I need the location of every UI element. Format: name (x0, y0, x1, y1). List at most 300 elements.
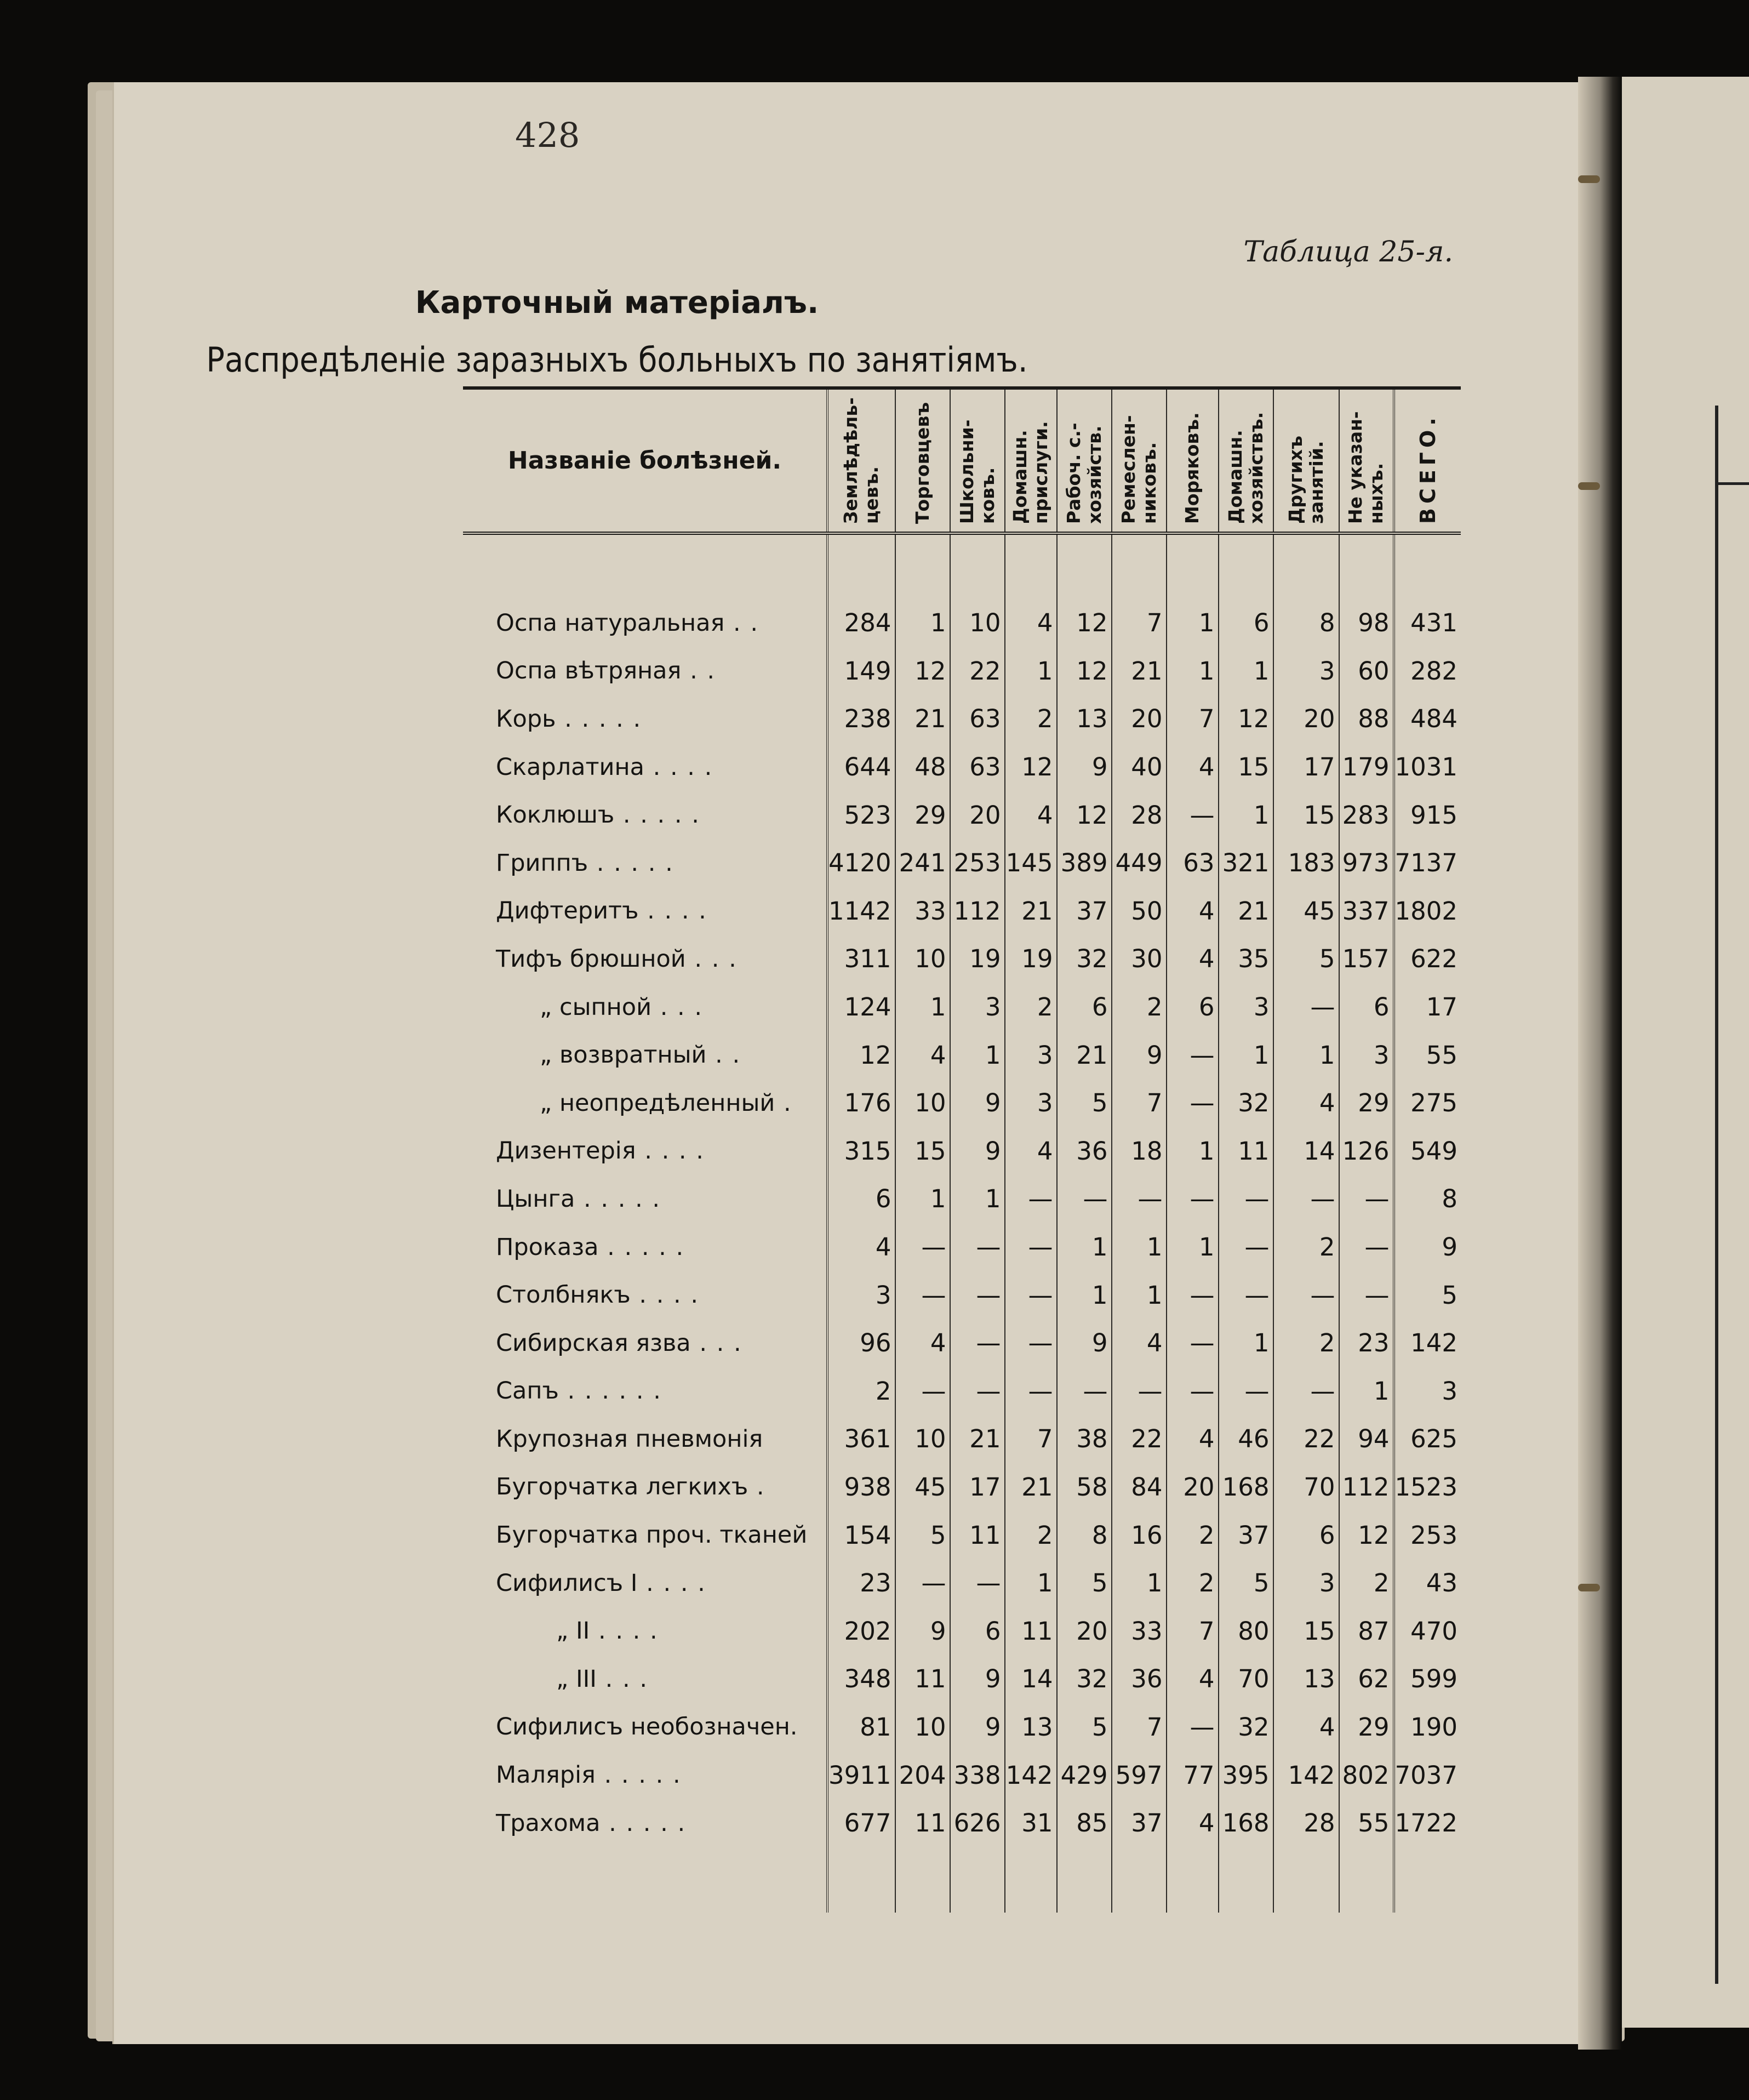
column-header-label: Школьни- ковъ. (956, 419, 998, 524)
value-cell: 1 (1057, 1271, 1112, 1319)
value-cell: 321 (1219, 839, 1273, 887)
column-header (1167, 388, 1219, 533)
value-cell: 6 (1167, 983, 1219, 1031)
disease-name (463, 695, 827, 743)
row-total-cell: 3 (1394, 1367, 1461, 1416)
table-row (463, 647, 1461, 695)
disease-name-text: „ возвратный (540, 1041, 707, 1069)
value-cell: 149 (827, 647, 895, 695)
value-cell: 77 (1167, 1751, 1219, 1799)
disease-name-text: Оспа натуральная (496, 609, 725, 637)
value-cell: 2 (1167, 1559, 1219, 1607)
disease-name-text: Цынга (496, 1185, 575, 1213)
value-cell: 157 (1339, 935, 1394, 983)
column-header-label: Торговцевъ (911, 402, 933, 524)
table-row (463, 839, 1461, 887)
value-cell: — (1167, 1703, 1219, 1751)
value-cell: — (1219, 1367, 1273, 1416)
row-total-cell: 17 (1394, 983, 1461, 1031)
value-cell: 9 (1057, 1319, 1112, 1367)
value-cell: — (950, 1367, 1005, 1416)
column-header (1273, 388, 1339, 533)
value-cell: 1 (1005, 647, 1057, 695)
leader-dots: . . . . (630, 1281, 700, 1309)
value-cell: 4 (1273, 1079, 1339, 1127)
value-cell: 6 (1273, 1511, 1339, 1559)
disease-name-text: Крупозная пневмонія (496, 1425, 763, 1453)
leader-dots: . . . . (644, 753, 713, 781)
row-total-cell: 599 (1394, 1655, 1461, 1703)
disease-name (463, 983, 827, 1031)
value-cell: 5 (1057, 1559, 1112, 1607)
value-cell: 938 (827, 1463, 895, 1511)
value-cell: 1 (1339, 1367, 1394, 1416)
value-cell: 124 (827, 983, 895, 1031)
value-cell: 6 (1339, 983, 1394, 1031)
table-row (463, 1367, 1461, 1416)
value-cell: 15 (1219, 743, 1273, 791)
table-header-row (463, 388, 1461, 533)
value-cell: — (1005, 1319, 1057, 1367)
value-cell: 63 (1167, 839, 1219, 887)
value-cell: 37 (1219, 1511, 1273, 1559)
leader-dots: . . (681, 657, 716, 685)
disease-name (463, 1607, 827, 1655)
value-cell: 33 (1112, 1607, 1167, 1655)
column-header (950, 388, 1005, 533)
value-cell: 1 (1273, 1031, 1339, 1079)
value-cell: 12 (1339, 1511, 1394, 1559)
value-cell: — (1339, 1271, 1394, 1319)
disease-name-text: Сапъ (496, 1377, 559, 1405)
value-cell: 10 (895, 1415, 950, 1463)
value-cell: 4120 (827, 839, 895, 887)
value-cell: 20 (1273, 695, 1339, 743)
value-cell: 677 (827, 1799, 895, 1847)
value-cell: 626 (950, 1799, 1005, 1847)
table-row (463, 1079, 1461, 1127)
value-cell: 4 (895, 1319, 950, 1367)
disease-name-text: Дифтеритъ (496, 897, 639, 925)
value-cell: 253 (950, 839, 1005, 887)
value-cell: 283 (1339, 791, 1394, 839)
value-cell: 9 (950, 1079, 1005, 1127)
value-cell: 32 (1057, 935, 1112, 983)
value-cell: 21 (1219, 887, 1273, 935)
value-cell: 80 (1219, 1607, 1273, 1655)
row-total-cell: 1523 (1394, 1463, 1461, 1511)
row-total-cell: 622 (1394, 935, 1461, 983)
disease-name-text: Сифилисъ I (496, 1569, 638, 1597)
value-cell: 2 (1005, 1511, 1057, 1559)
value-cell: 1 (950, 1031, 1005, 1079)
table-spacer-row (463, 533, 1461, 599)
value-cell: 5 (1219, 1559, 1273, 1607)
value-cell: 4 (1005, 1127, 1057, 1175)
row-total-cell: 484 (1394, 695, 1461, 743)
value-cell: 45 (895, 1463, 950, 1511)
value-cell: 37 (1112, 1799, 1167, 1847)
row-total-cell: 5 (1394, 1271, 1461, 1319)
column-header (1339, 388, 1394, 533)
table-row (463, 1751, 1461, 1799)
value-cell: 23 (827, 1559, 895, 1607)
value-cell: 6 (1219, 599, 1273, 647)
row-total-cell: 43 (1394, 1559, 1461, 1607)
value-cell: — (1167, 1031, 1219, 1079)
disease-name (463, 839, 827, 887)
value-cell: 15 (895, 1127, 950, 1175)
column-header (1219, 388, 1273, 533)
row-total-cell: 1802 (1394, 887, 1461, 935)
value-cell: 13 (1273, 1655, 1339, 1703)
value-cell: 11 (950, 1511, 1005, 1559)
value-cell: — (1273, 1271, 1339, 1319)
table-row (463, 1703, 1461, 1751)
value-cell: 88 (1339, 695, 1394, 743)
table-row (463, 887, 1461, 935)
table-row (463, 1175, 1461, 1223)
column-header-label: Рабоч. с.- хозяйств. (1062, 422, 1105, 524)
value-cell: 40 (1112, 743, 1167, 791)
disease-name (463, 1223, 827, 1271)
value-cell: — (895, 1559, 950, 1607)
value-cell: 315 (827, 1127, 895, 1175)
row-total-cell: 7037 (1394, 1751, 1461, 1799)
leader-dots: . . . . . (598, 1233, 685, 1261)
column-header (895, 388, 950, 533)
table-row (463, 1607, 1461, 1655)
disease-name-text: Скарлатина (496, 753, 644, 781)
value-cell: 284 (827, 599, 895, 647)
table-row (463, 1319, 1461, 1367)
value-cell: 30 (1112, 935, 1167, 983)
value-cell: 241 (895, 839, 950, 887)
value-cell: 449 (1112, 839, 1167, 887)
value-cell: 10 (895, 1703, 950, 1751)
value-cell: — (1339, 1223, 1394, 1271)
leader-dots: . . . . . (556, 705, 642, 733)
disease-name (463, 1367, 827, 1416)
binding-thread (1578, 175, 1600, 183)
value-cell: 62 (1339, 1655, 1394, 1703)
column-header (1394, 388, 1461, 533)
value-cell: 337 (1339, 887, 1394, 935)
value-cell: 361 (827, 1415, 895, 1463)
leader-dots: . . . (651, 993, 704, 1021)
value-cell: 154 (827, 1511, 895, 1559)
value-cell: 19 (950, 935, 1005, 983)
column-header (1057, 388, 1112, 533)
value-cell: 1 (895, 1175, 950, 1223)
value-cell: 1 (895, 983, 950, 1031)
disease-name (463, 1079, 827, 1127)
value-cell: 9 (950, 1703, 1005, 1751)
value-cell: 15 (1273, 791, 1339, 839)
value-cell: 13 (1005, 1703, 1057, 1751)
value-cell: 31 (1005, 1799, 1057, 1847)
value-cell: 10 (895, 935, 950, 983)
value-cell: — (1273, 1175, 1339, 1223)
value-cell: 348 (827, 1655, 895, 1703)
disease-name-text: Сибирская язва (496, 1329, 691, 1357)
disease-column-header: Названіе болѣзней. (463, 388, 827, 533)
disease-name-text: Бугорчатка проч. тканей (496, 1521, 808, 1549)
table-row (463, 791, 1461, 839)
column-header-label: Домашн. прислуги. (1009, 420, 1052, 524)
value-cell: 7 (1167, 695, 1219, 743)
value-cell: — (1005, 1367, 1057, 1416)
page-subtitle: Распредѣленіе заразныхъ больныхъ по занятіямъ. (206, 340, 1028, 380)
leader-dots: . (748, 1473, 765, 1501)
value-cell: 7 (1112, 599, 1167, 647)
value-cell: 1 (1219, 791, 1273, 839)
value-cell: — (950, 1271, 1005, 1319)
value-cell: — (1057, 1367, 1112, 1416)
table-row (463, 1271, 1461, 1319)
value-cell: — (1339, 1175, 1394, 1223)
value-cell: 9 (950, 1655, 1005, 1703)
row-total-cell: 190 (1394, 1703, 1461, 1751)
value-cell: 2 (1005, 695, 1057, 743)
disease-name (463, 743, 827, 791)
value-cell: 1 (1112, 1223, 1167, 1271)
table-row (463, 1511, 1461, 1559)
value-cell: 2 (1112, 983, 1167, 1031)
value-cell: 2 (1167, 1511, 1219, 1559)
disease-name-text: Сифилисъ необозначен. (496, 1713, 798, 1741)
value-cell: 389 (1057, 839, 1112, 887)
value-cell: 168 (1219, 1799, 1273, 1847)
value-cell: 126 (1339, 1127, 1394, 1175)
leader-dots: . . (706, 1041, 741, 1069)
value-cell: 597 (1112, 1751, 1167, 1799)
value-cell: 311 (827, 935, 895, 983)
value-cell: 29 (1339, 1703, 1394, 1751)
row-total-cell: 282 (1394, 647, 1461, 695)
value-cell: 23 (1339, 1319, 1394, 1367)
value-cell: 1 (950, 1175, 1005, 1223)
value-cell: — (1005, 1271, 1057, 1319)
disease-name-text: „ неопредѣленный (540, 1089, 775, 1117)
value-cell: 21 (895, 695, 950, 743)
disease-name (463, 1127, 827, 1175)
disease-name (463, 1799, 827, 1847)
column-header-label: Не указан- ныхъ. (1345, 410, 1387, 524)
value-cell: 21 (950, 1415, 1005, 1463)
value-cell: 37 (1057, 887, 1112, 935)
value-cell: 3911 (827, 1751, 895, 1799)
value-cell: 1 (1219, 1031, 1273, 1079)
value-cell: 4 (1273, 1703, 1339, 1751)
binding-thread (1578, 482, 1600, 490)
value-cell: — (1167, 1079, 1219, 1127)
leader-dots: . . . . . (600, 1809, 687, 1837)
value-cell: 20 (950, 791, 1005, 839)
value-cell: 21 (1005, 1463, 1057, 1511)
table-row (463, 1223, 1461, 1271)
value-cell: — (895, 1271, 950, 1319)
value-cell: 6 (1057, 983, 1112, 1031)
disease-name (463, 935, 827, 983)
value-cell: 10 (895, 1079, 950, 1127)
column-header-label: Домашн. хозяйствъ. (1224, 412, 1267, 524)
row-total-cell: 1031 (1394, 743, 1461, 791)
leader-dots: . . . (597, 1665, 649, 1693)
table-row (463, 935, 1461, 983)
value-cell: 3 (1273, 1559, 1339, 1607)
page-number: 428 (515, 115, 580, 155)
value-cell: 29 (895, 791, 950, 839)
value-cell: 2 (1005, 983, 1057, 1031)
value-cell: — (895, 1223, 950, 1271)
value-cell: 4 (1167, 1799, 1219, 1847)
value-cell: 33 (895, 887, 950, 935)
value-cell: 1 (1112, 1271, 1167, 1319)
value-cell: 5 (1273, 935, 1339, 983)
disease-name (463, 791, 827, 839)
value-cell: 1 (1167, 1127, 1219, 1175)
value-cell: 9 (1112, 1031, 1167, 1079)
value-cell: — (1219, 1223, 1273, 1271)
value-cell: 11 (895, 1799, 950, 1847)
disease-name (463, 599, 827, 647)
disease-name-text: Тифъ брюшной (496, 945, 686, 973)
value-cell: 63 (950, 695, 1005, 743)
value-cell: 21 (1112, 647, 1167, 695)
disease-name (463, 1703, 827, 1751)
value-cell: 7 (1167, 1607, 1219, 1655)
value-cell: 58 (1057, 1463, 1112, 1511)
value-cell: 20 (1167, 1463, 1219, 1511)
value-cell: 10 (950, 599, 1005, 647)
value-cell: 22 (1273, 1415, 1339, 1463)
value-cell: 973 (1339, 839, 1394, 887)
value-cell: 4 (1167, 743, 1219, 791)
value-cell: 20 (1112, 695, 1167, 743)
table-row (463, 743, 1461, 791)
value-cell: 28 (1273, 1799, 1339, 1847)
leader-dots: . (775, 1089, 792, 1117)
value-cell: 12 (1057, 647, 1112, 695)
value-cell: 4 (1112, 1319, 1167, 1367)
value-cell: 7 (1005, 1415, 1057, 1463)
disease-name-text: Корь (496, 705, 556, 733)
value-cell: 32 (1219, 1079, 1273, 1127)
table-tail-row (463, 1847, 1461, 1913)
value-cell: 16 (1112, 1511, 1167, 1559)
disease-name (463, 1463, 827, 1511)
value-cell: 28 (1112, 791, 1167, 839)
facing-page-rule (1715, 406, 1718, 1984)
value-cell: 4 (1005, 791, 1057, 839)
value-cell: 202 (827, 1607, 895, 1655)
value-cell: 12 (895, 647, 950, 695)
value-cell: 85 (1057, 1799, 1112, 1847)
value-cell: 4 (1167, 887, 1219, 935)
page-title: Карточный матеріалъ. (415, 285, 819, 321)
value-cell: 2 (827, 1367, 895, 1416)
disease-name-text: Проказа (496, 1233, 599, 1261)
disease-name-text: „ III (556, 1665, 597, 1693)
table-body (463, 533, 1461, 1913)
disease-name (463, 1559, 827, 1607)
value-cell: 145 (1005, 839, 1057, 887)
value-cell: 3 (827, 1271, 895, 1319)
value-cell: 19 (1005, 935, 1057, 983)
value-cell: 1 (1219, 1319, 1273, 1367)
leader-dots: . . . (690, 1329, 742, 1357)
value-cell: 7 (1112, 1079, 1167, 1127)
table-row (463, 1463, 1461, 1511)
value-cell: — (950, 1559, 1005, 1607)
table-row (463, 1415, 1461, 1463)
row-total-cell: 8 (1394, 1175, 1461, 1223)
table-row (463, 1031, 1461, 1079)
value-cell: 5 (895, 1511, 950, 1559)
row-total-cell: 142 (1394, 1319, 1461, 1367)
value-cell: 142 (1005, 1751, 1057, 1799)
value-cell: 9 (895, 1607, 950, 1655)
disease-name-text: „ II (556, 1617, 590, 1645)
disease-name (463, 1511, 827, 1559)
value-cell: 1142 (827, 887, 895, 935)
row-total-cell: 915 (1394, 791, 1461, 839)
table-row (463, 1655, 1461, 1703)
value-cell: — (950, 1223, 1005, 1271)
value-cell: 644 (827, 743, 895, 791)
value-cell: 2 (1339, 1559, 1394, 1607)
value-cell: — (1219, 1271, 1273, 1319)
value-cell: 12 (1219, 695, 1273, 743)
value-cell: — (1005, 1175, 1057, 1223)
row-total-cell: 275 (1394, 1079, 1461, 1127)
leader-dots: . . (724, 609, 759, 637)
value-cell: — (1057, 1175, 1112, 1223)
value-cell: 12 (827, 1031, 895, 1079)
value-cell: 2 (1273, 1223, 1339, 1271)
value-cell: — (950, 1319, 1005, 1367)
row-total-cell: 7137 (1394, 839, 1461, 887)
value-cell: 22 (1112, 1415, 1167, 1463)
value-cell: 1 (1057, 1223, 1112, 1271)
value-cell: 50 (1112, 887, 1167, 935)
value-cell: 523 (827, 791, 895, 839)
row-total-cell: 253 (1394, 1511, 1461, 1559)
value-cell: 6 (950, 1607, 1005, 1655)
value-cell: 8 (1273, 599, 1339, 647)
value-cell: 98 (1339, 599, 1394, 647)
value-cell: 1 (1167, 599, 1219, 647)
value-cell: 15 (1273, 1607, 1339, 1655)
value-cell: 112 (1339, 1463, 1394, 1511)
value-cell: 4 (895, 1031, 950, 1079)
value-cell: 204 (895, 1751, 950, 1799)
value-cell: 63 (950, 743, 1005, 791)
value-cell: 14 (1005, 1655, 1057, 1703)
value-cell: 1 (1005, 1559, 1057, 1607)
leader-dots: . . . (685, 945, 738, 973)
value-cell: 3 (1005, 1031, 1057, 1079)
row-total-cell: 625 (1394, 1415, 1461, 1463)
value-cell: — (1273, 983, 1339, 1031)
value-cell: 36 (1112, 1655, 1167, 1703)
value-cell: 94 (1339, 1415, 1394, 1463)
leader-dots: . . . . . (614, 801, 700, 829)
row-total-cell: 549 (1394, 1127, 1461, 1175)
value-cell: 48 (895, 743, 950, 791)
leader-dots: . . . . (590, 1617, 659, 1645)
